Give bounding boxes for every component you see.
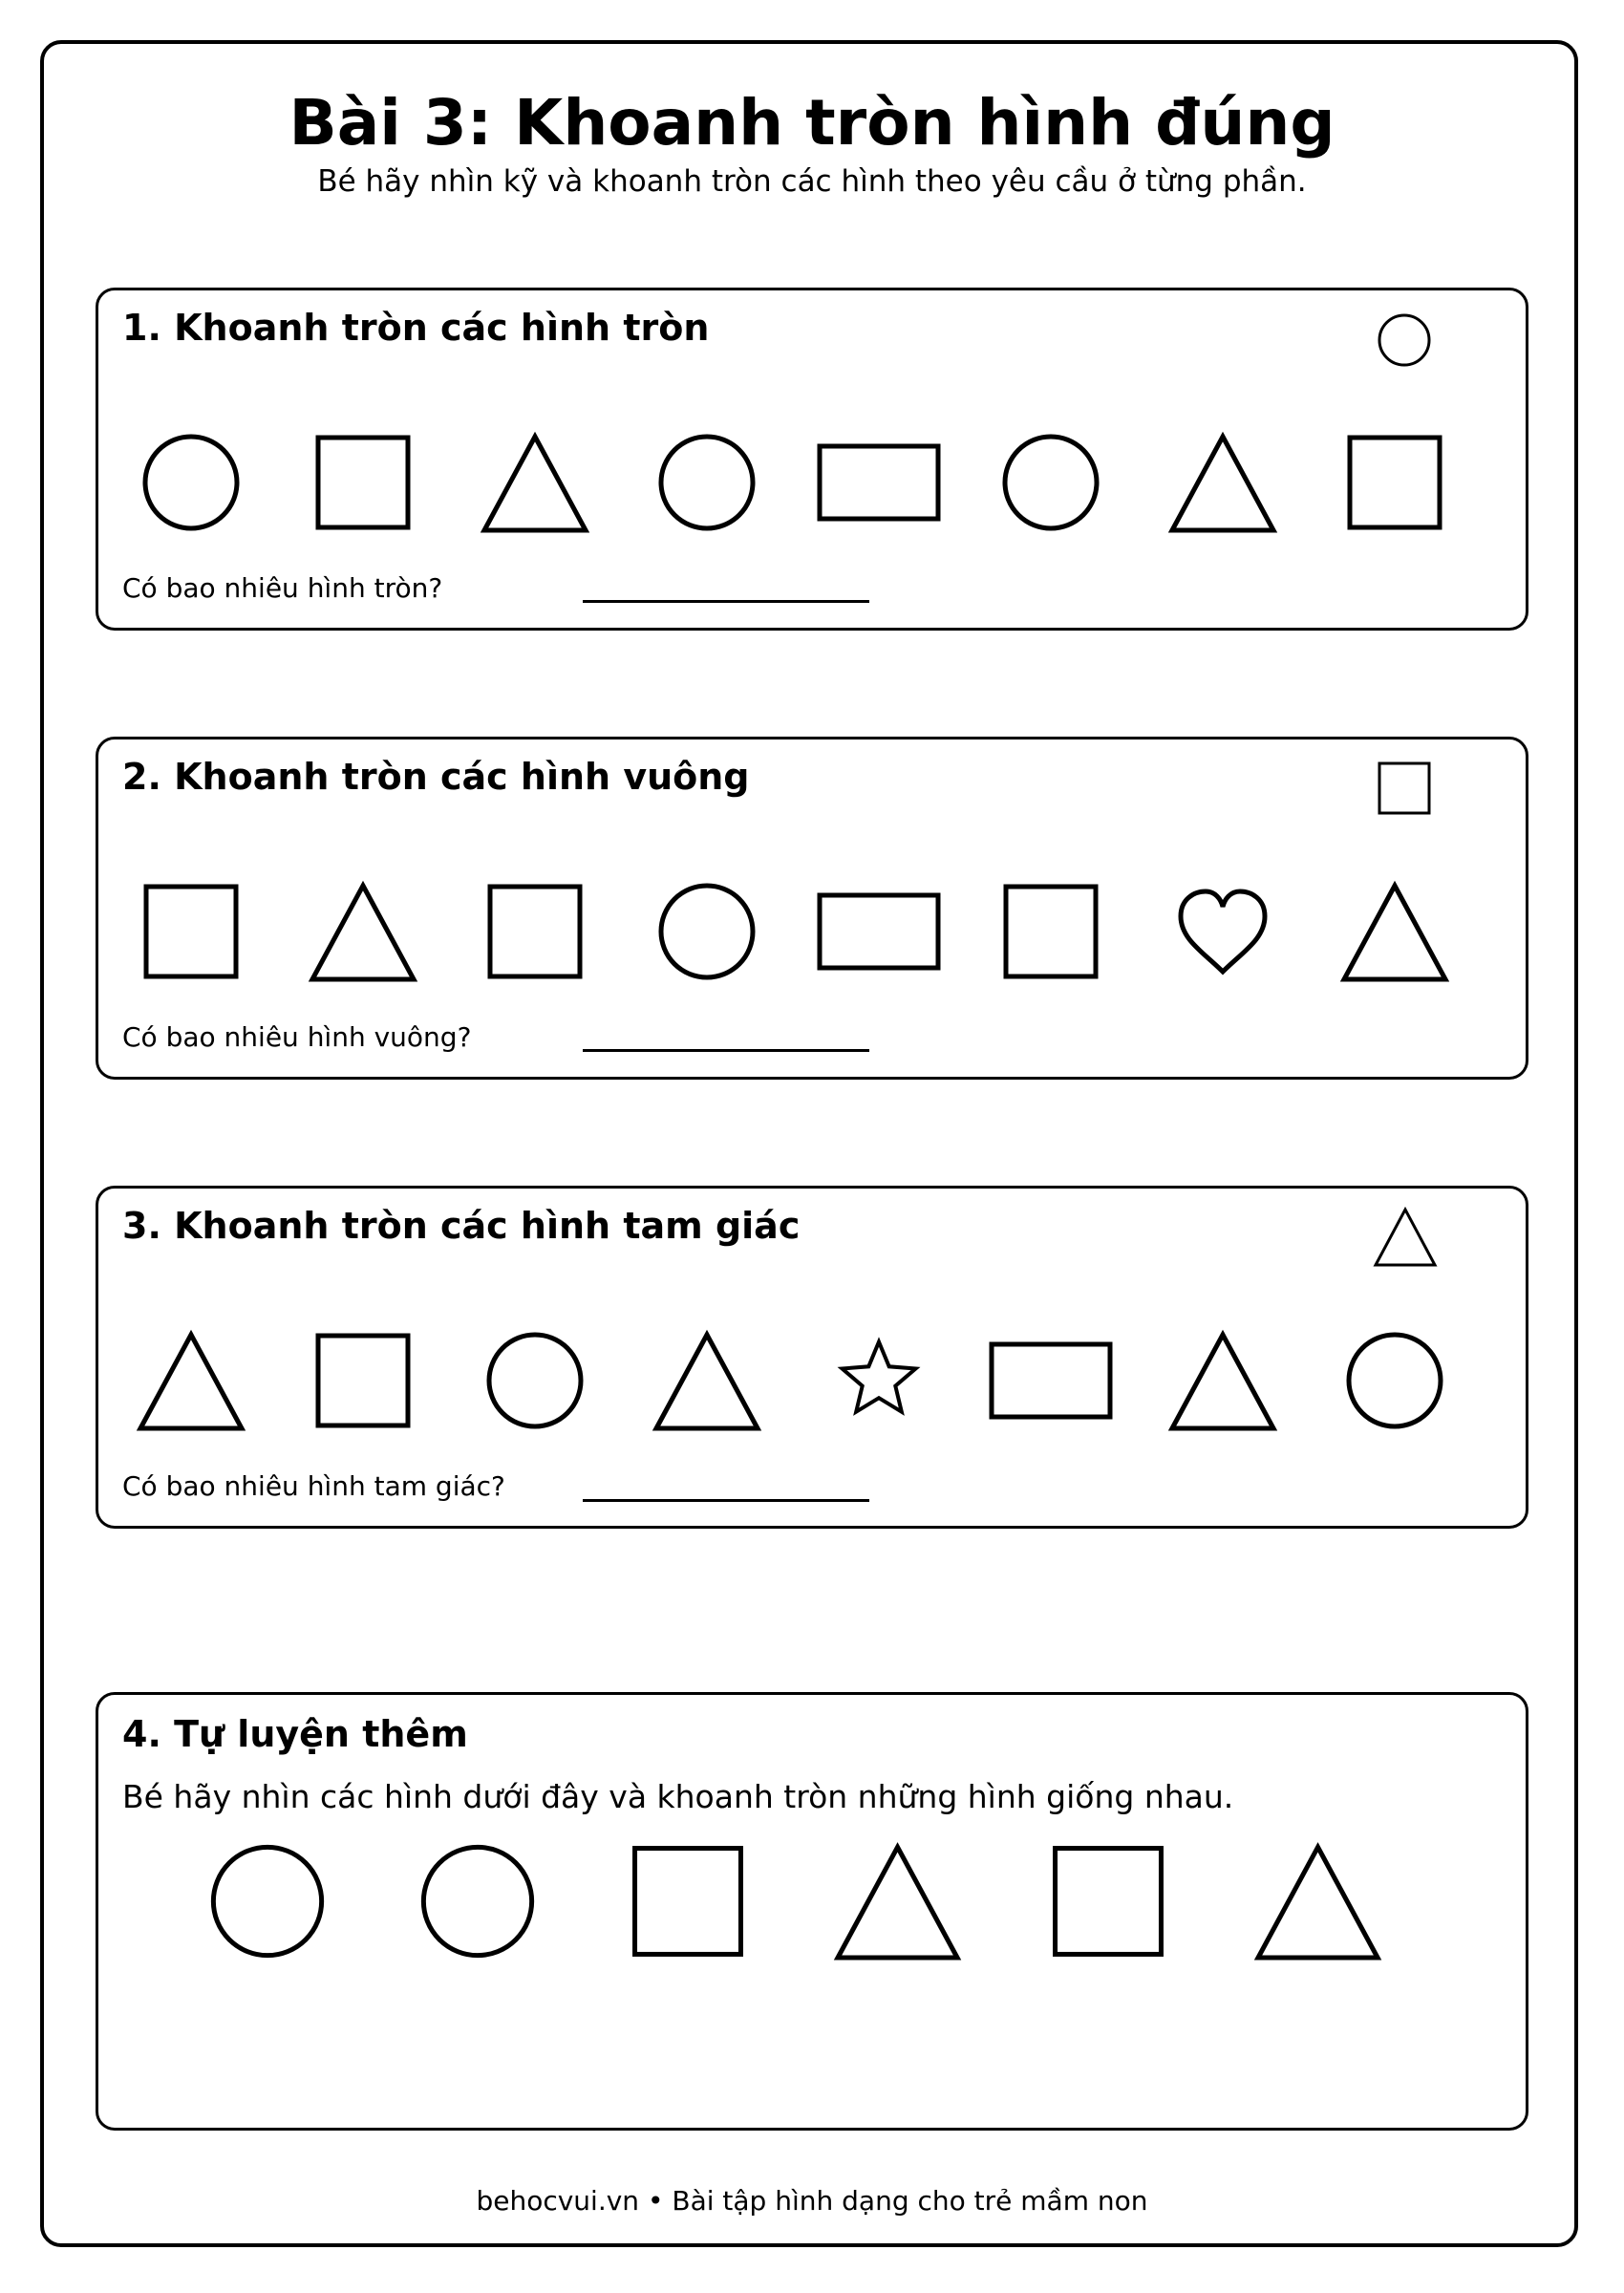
section-3-question: Có bao nhiêu hình tam giác? bbox=[122, 1470, 505, 1502]
triangle-icon[interactable] bbox=[1170, 1333, 1275, 1428]
circle-icon[interactable] bbox=[659, 884, 755, 979]
heart-icon[interactable] bbox=[1175, 884, 1271, 979]
triangle-icon[interactable] bbox=[310, 884, 416, 979]
section-4-instruction: Bé hãy nhìn các hình dưới đây và khoanh tròn những hình giống nhau. bbox=[122, 1778, 1234, 1815]
triangle-icon[interactable] bbox=[1256, 1845, 1379, 1958]
square-icon[interactable] bbox=[1347, 435, 1442, 530]
example-circle-icon bbox=[1376, 311, 1433, 369]
footer-text: behocvui.vn • Bài tập hình dạng cho trẻ mầm non bbox=[476, 2185, 1148, 2217]
triangle-icon[interactable] bbox=[1170, 435, 1275, 530]
section-1-answer-line[interactable] bbox=[583, 600, 869, 603]
section-2-answer-line[interactable] bbox=[583, 1049, 869, 1052]
square-icon[interactable] bbox=[315, 435, 411, 530]
section-1-title: 1. Khoanh tròn các hình tròn bbox=[122, 307, 710, 349]
section-1-question: Có bao nhiêu hình tròn? bbox=[122, 572, 443, 604]
circle-icon[interactable] bbox=[659, 435, 755, 530]
rectangle-icon[interactable] bbox=[818, 884, 940, 979]
circle-icon[interactable] bbox=[1003, 435, 1099, 530]
rectangle-icon[interactable] bbox=[818, 435, 940, 530]
square-icon[interactable] bbox=[487, 884, 583, 979]
example-triangle-icon bbox=[1374, 1208, 1437, 1267]
triangle-icon[interactable] bbox=[139, 1333, 244, 1428]
square-icon[interactable] bbox=[1052, 1845, 1165, 1958]
triangle-icon[interactable] bbox=[654, 1333, 759, 1428]
section-2-question: Có bao nhiêu hình vuông? bbox=[122, 1021, 472, 1053]
square-icon[interactable] bbox=[143, 884, 239, 979]
section-4-title: 4. Tự luyện thêm bbox=[122, 1713, 468, 1755]
triangle-icon[interactable] bbox=[482, 435, 588, 530]
section-3-title: 3. Khoanh tròn các hình tam giác bbox=[122, 1205, 801, 1247]
triangle-icon[interactable] bbox=[1342, 884, 1447, 979]
star-icon[interactable] bbox=[835, 1337, 923, 1425]
section-3-answer-line[interactable] bbox=[583, 1499, 869, 1502]
square-icon[interactable] bbox=[1003, 884, 1099, 979]
page-title: Bài 3: Khoanh tròn hình đúng bbox=[288, 86, 1336, 160]
circle-icon[interactable] bbox=[211, 1845, 324, 1958]
triangle-icon[interactable] bbox=[836, 1845, 959, 1958]
example-square-icon bbox=[1378, 761, 1431, 815]
circle-icon[interactable] bbox=[421, 1845, 534, 1958]
section-2-title: 2. Khoanh tròn các hình vuông bbox=[122, 756, 750, 798]
square-icon[interactable] bbox=[315, 1333, 411, 1428]
square-icon[interactable] bbox=[631, 1845, 744, 1958]
circle-icon[interactable] bbox=[143, 435, 239, 530]
rectangle-icon[interactable] bbox=[990, 1333, 1112, 1428]
page-subtitle: Bé hãy nhìn kỹ và khoanh tròn các hình theo yêu cầu ở từng phần. bbox=[317, 164, 1307, 199]
circle-icon[interactable] bbox=[487, 1333, 583, 1428]
circle-icon[interactable] bbox=[1347, 1333, 1442, 1428]
